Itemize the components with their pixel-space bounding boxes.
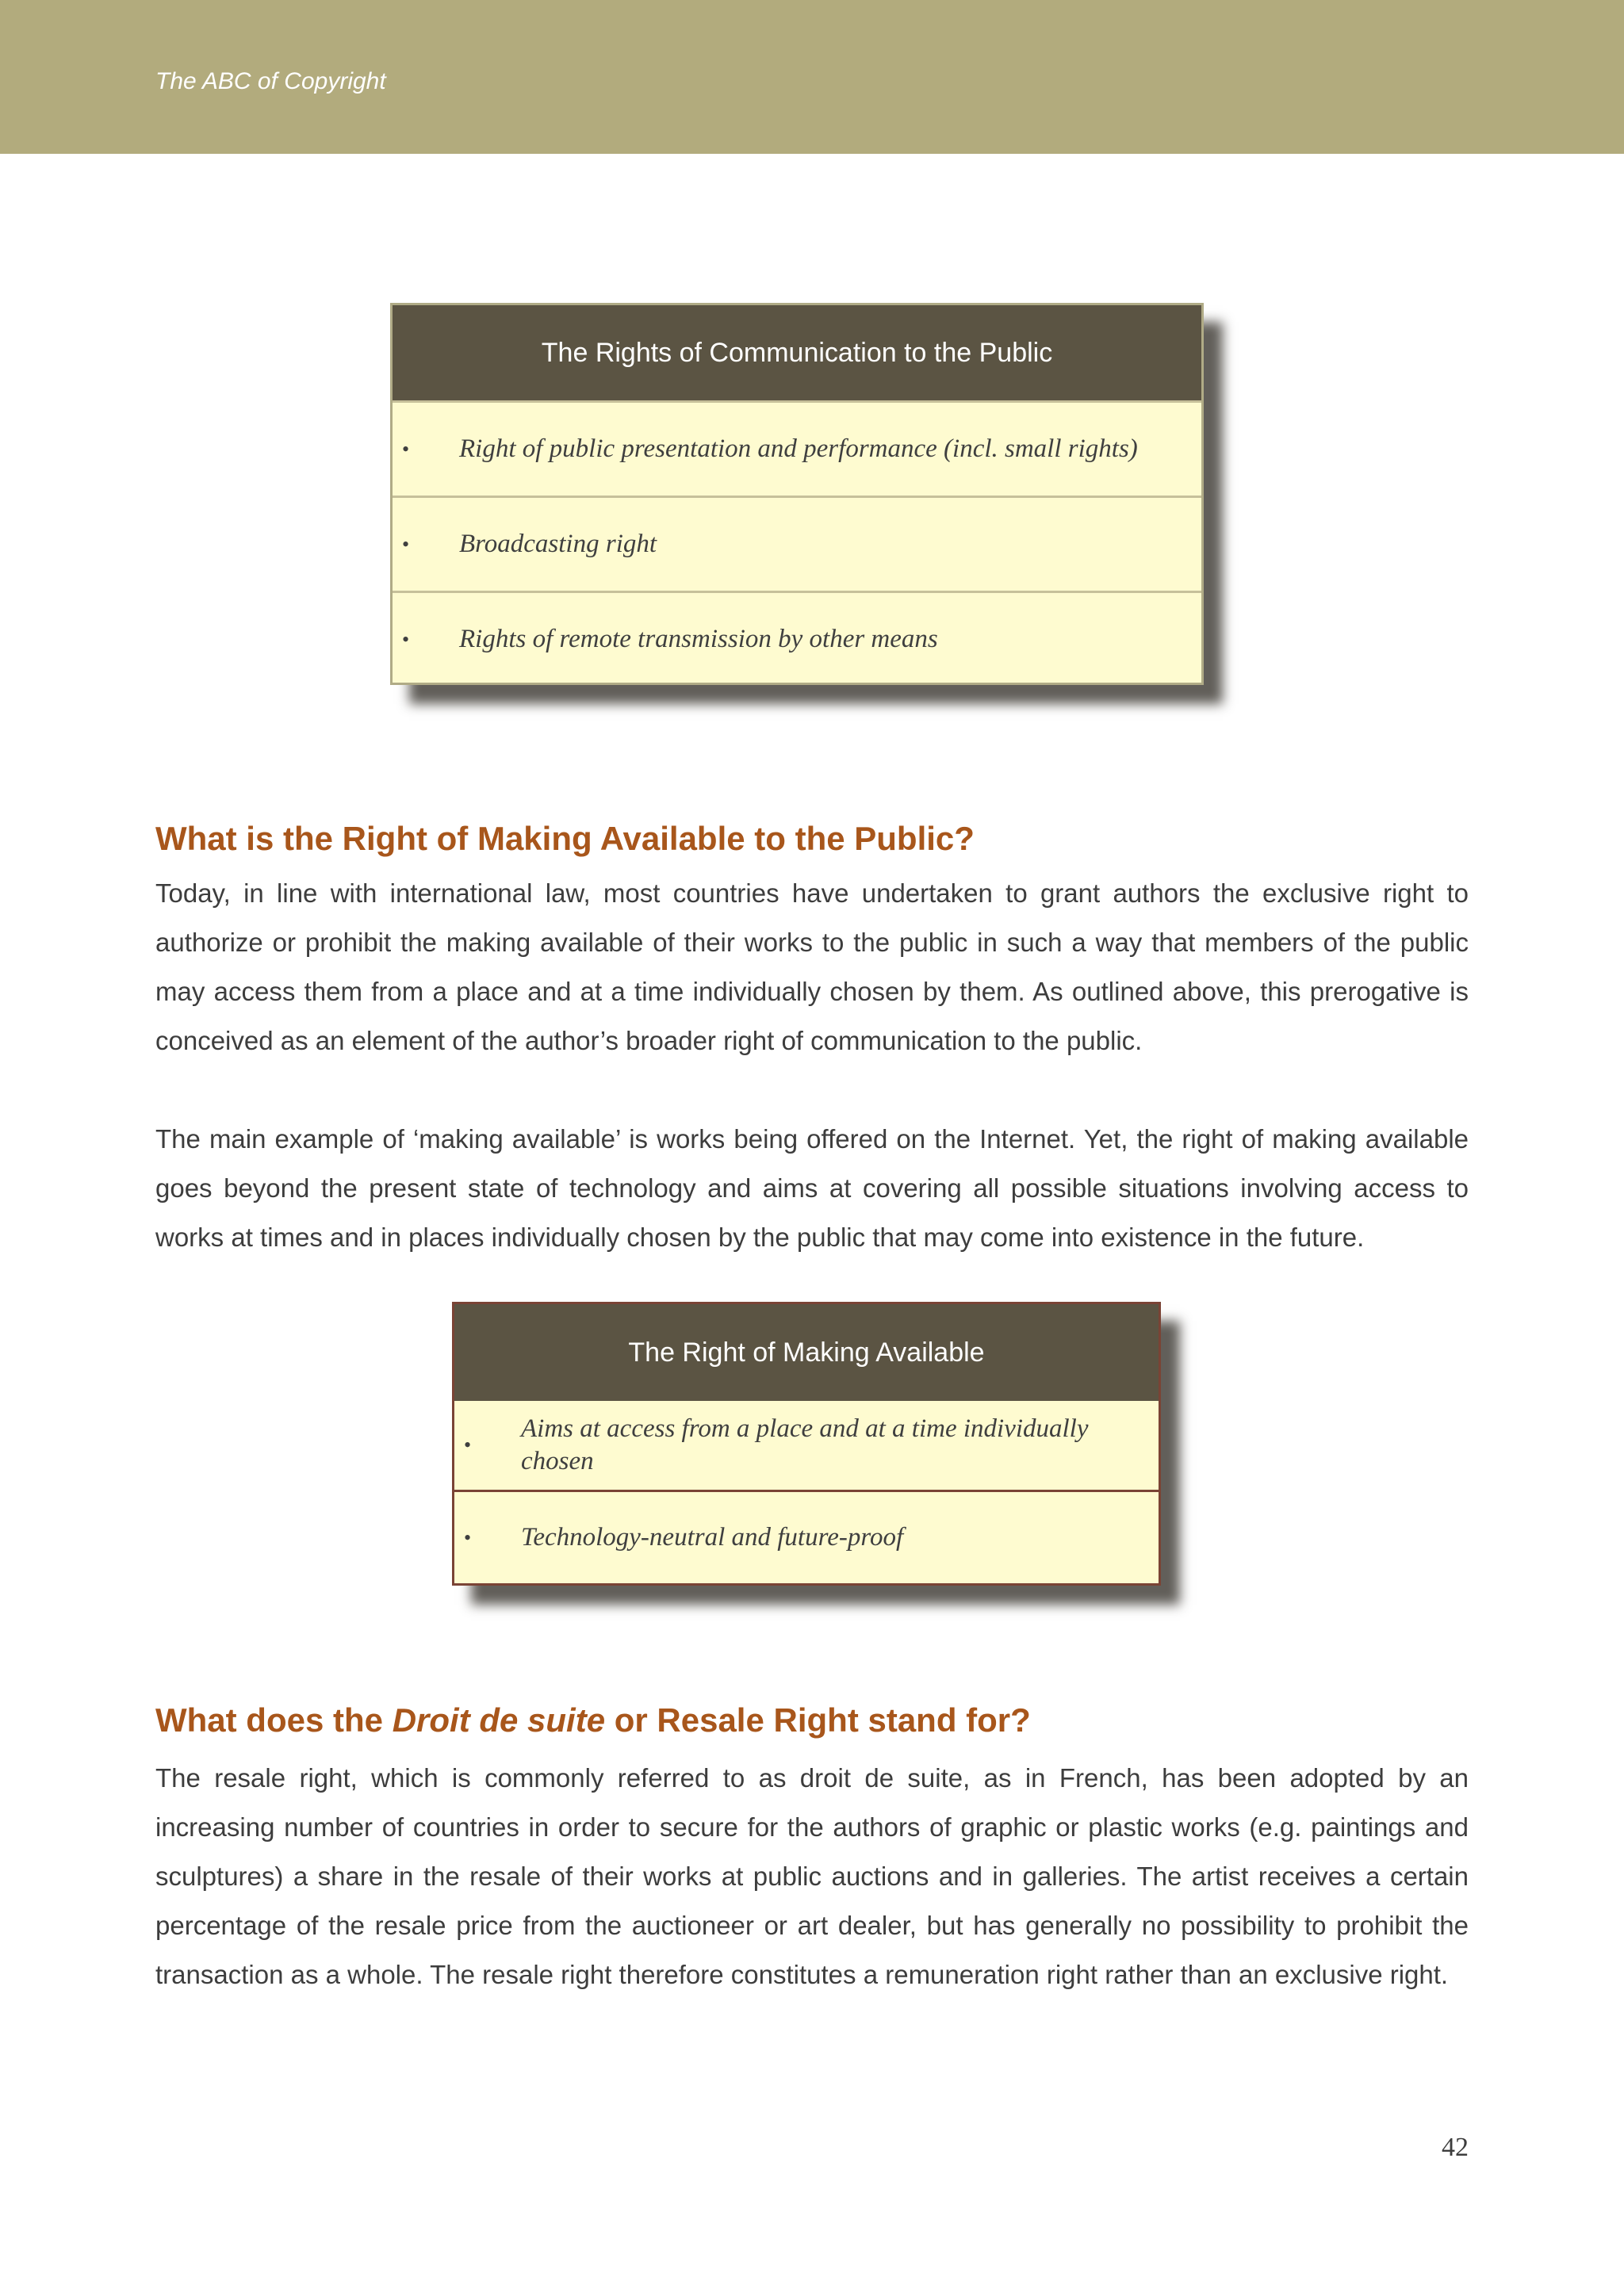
making-available-paragraph-2: The main example of ‘making available’ is works being offered on the Internet. Yet, the right of making available goes beyond the present state of technology and aims at covering all possible situations involving access to works at times and in places individually chosen by the public that may come into existence in the future. (155, 1124, 1469, 1252)
making-available-heading: What is the Right of Making Available to the Public? (155, 820, 975, 857)
bullet-icon: • (464, 1525, 472, 1549)
communication-rights-box-title: The Rights of Communication to the Public (393, 305, 1201, 400)
resale-right-heading (155, 1701, 1031, 1739)
list-item-text: Rights of remote transmission by other means (459, 625, 938, 653)
list-item (393, 591, 1201, 686)
making-available-box-title: The Right of Making Available (454, 1304, 1159, 1401)
resale-heading-part-2: or Resale Right stand for? (605, 1701, 1031, 1739)
bullet-icon: • (402, 437, 410, 461)
running-title: The ABC of Copyright (155, 68, 386, 94)
resale-heading-italic: Droit de suite (392, 1701, 606, 1739)
resale-right-paragraph: The resale right, which is commonly referred to as droit de suite, as in French, has been adopted by an increasing number of countries in order to secure for the authors of graphic or plastic works (e.g. paintings and sculptures) a share in the resale of their works at public auctions and in galleries. The artist receives a certain percentage of the resale price from the auctioneer or art dealer, but has generally no possibility to prohibit the transaction as a whole. The resale right therefore constitutes a remuneration right rather than an exclusive right. (155, 1763, 1469, 1989)
bullet-icon: • (402, 532, 410, 556)
list-item (393, 400, 1201, 496)
list-item (393, 496, 1201, 591)
list-item-text: Aims at access from a place and at a time individually chosen (521, 1414, 1089, 1475)
making-available-box (452, 1302, 1161, 1586)
resale-heading-part-1: What does the (155, 1701, 393, 1739)
making-available-paragraph-1: Today, in line with international law, most countries have undertaken to grant authors the exclusive right to authorize or prohibit the making available of their works to the public in such a way that members of the public may access them from a place and at a time individually chosen by them. As outlined above, this prerogative is conceived as an element of the author’s broader right of communication to the public. (155, 878, 1469, 1055)
bullet-icon: • (464, 1433, 472, 1456)
list-item (454, 1401, 1159, 1490)
list-item-text: Broadcasting right (459, 530, 657, 558)
list-item-text: Right of public presentation and performance (incl. small rights) (459, 434, 1138, 463)
list-item (454, 1490, 1159, 1583)
communication-rights-box (390, 303, 1204, 685)
page-number: 42 (1442, 2133, 1469, 2162)
bullet-icon: • (402, 627, 410, 651)
list-item-text: Technology-neutral and future-proof (521, 1523, 904, 1552)
